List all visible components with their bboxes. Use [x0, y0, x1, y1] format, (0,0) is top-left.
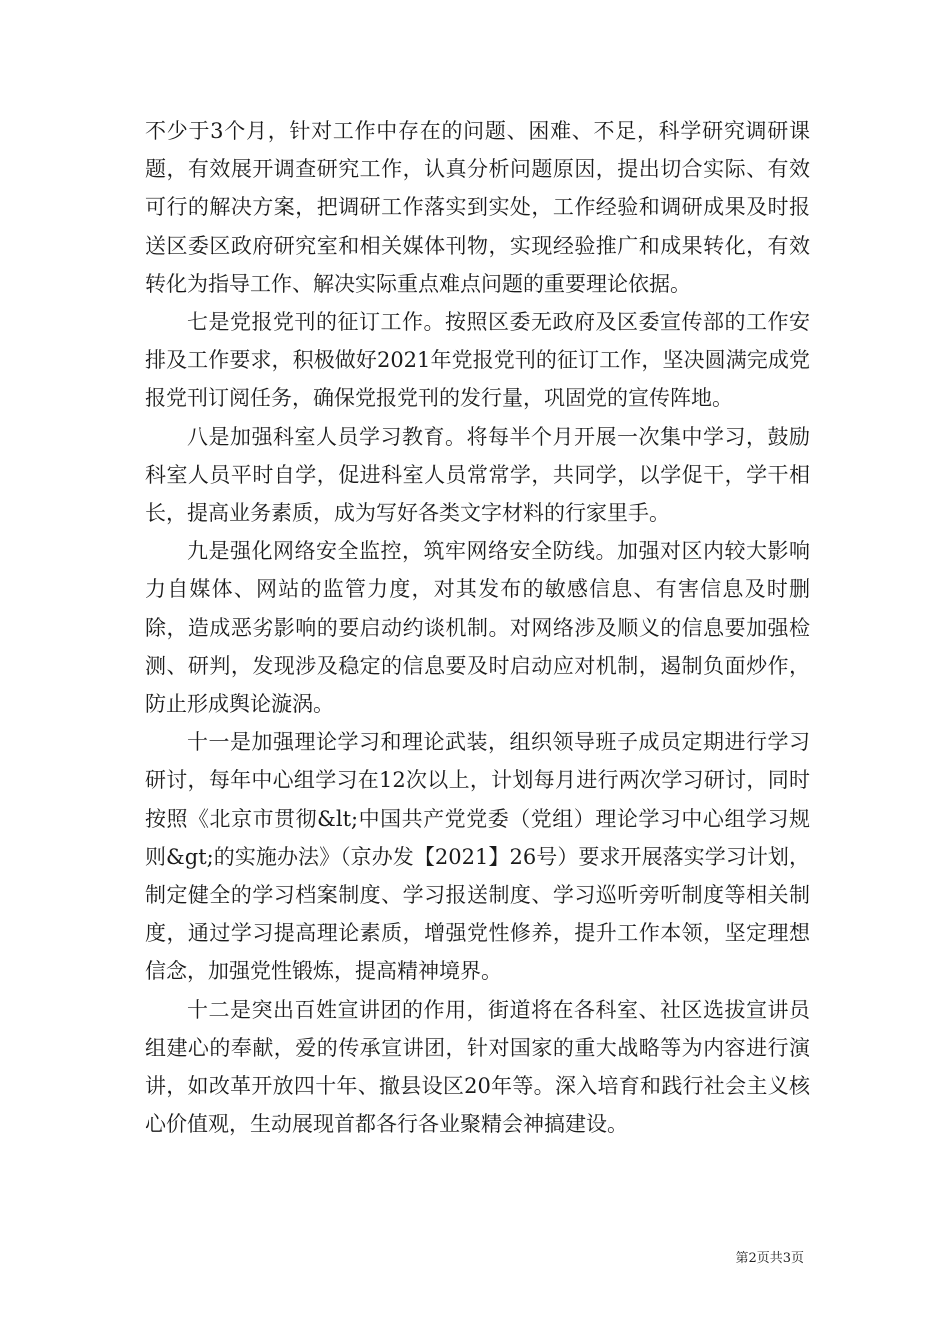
paragraph-item-8: 八是加强科室人员学习教育。将每半个月开展一次集中学习，鼓励科室人员平时自学，促进科室人员常常学，共同学，以学促干，学干相长，提高业务素质，成为写好各类文字材料的行家里手。 — [145, 424, 810, 526]
paragraph-item-9: 九是强化网络安全监控，筑牢网络安全防线。加强对区内较大影响力自媒体、网站的监管力度，对其发布的敏感信息、有害信息及时删除，造成恶劣影响的要启动约谈机制。对网络涉及顺义的信息要加强检测、研判，发现涉及稳定的信息要及时启动应对机制，遏制负面炒作，防止形成舆论漩涡。 — [145, 539, 810, 717]
paragraph-item-11: 十一是加强理论学习和理论武装，组织领导班子成员定期进行学习研讨，每年中心组学习在12次以上，计划每月进行两次学习研讨，同时按照《北京市贯彻&lt;中国共产党党委（党组）理论学习中心组学习规则&gt;的实施办法》（京办发【2021】26号）要求开展落实学习计划，制定健全的学习档案制度、学习报送制度、学习巡听旁听制度等相关制度，通过学习提高理论素质，增强党性修养，提升工作本领，坚定理想信念，加强党性锻炼，提高精神境界。 — [145, 730, 810, 984]
page-number-footer: 第2页共3页 — [735, 1251, 804, 1266]
paragraph-item-12: 十二是突出百姓宣讲团的作用，街道将在各科室、社区选拔宣讲员组建心的奉献，爱的传承宣讲团，针对国家的重大战略等为内容进行演讲，如改革开放四十年、撤县设区20年等。深入培育和践行社会主义核心价值观，生动展现首都各行各业聚精会神搞建设。 — [145, 997, 810, 1137]
document-body — [145, 112, 810, 1143]
paragraph-continued: 不少于3个月，针对工作中存在的问题、困难、不足，科学研究调研课题，有效展开调查研究工作，认真分析问题原因，提出切合实际、有效可行的解决方案，把调研工作落实到实处，工作经验和调研成果及时报送区委区政府研究室和相关媒体刊物，实现经验推广和成果转化，有效转化为指导工作、解决实际重点难点问题的重要理论依据。 — [145, 119, 810, 296]
paragraph-item-7: 七是党报党刊的征订工作。按照区委无政府及区委宣传部的工作安排及工作要求，积极做好2021年党报党刊的征订工作，坚决圆满完成党报党刊订阅任务，确保党报党刊的发行量，巩固党的宣传阵地。 — [145, 310, 810, 411]
